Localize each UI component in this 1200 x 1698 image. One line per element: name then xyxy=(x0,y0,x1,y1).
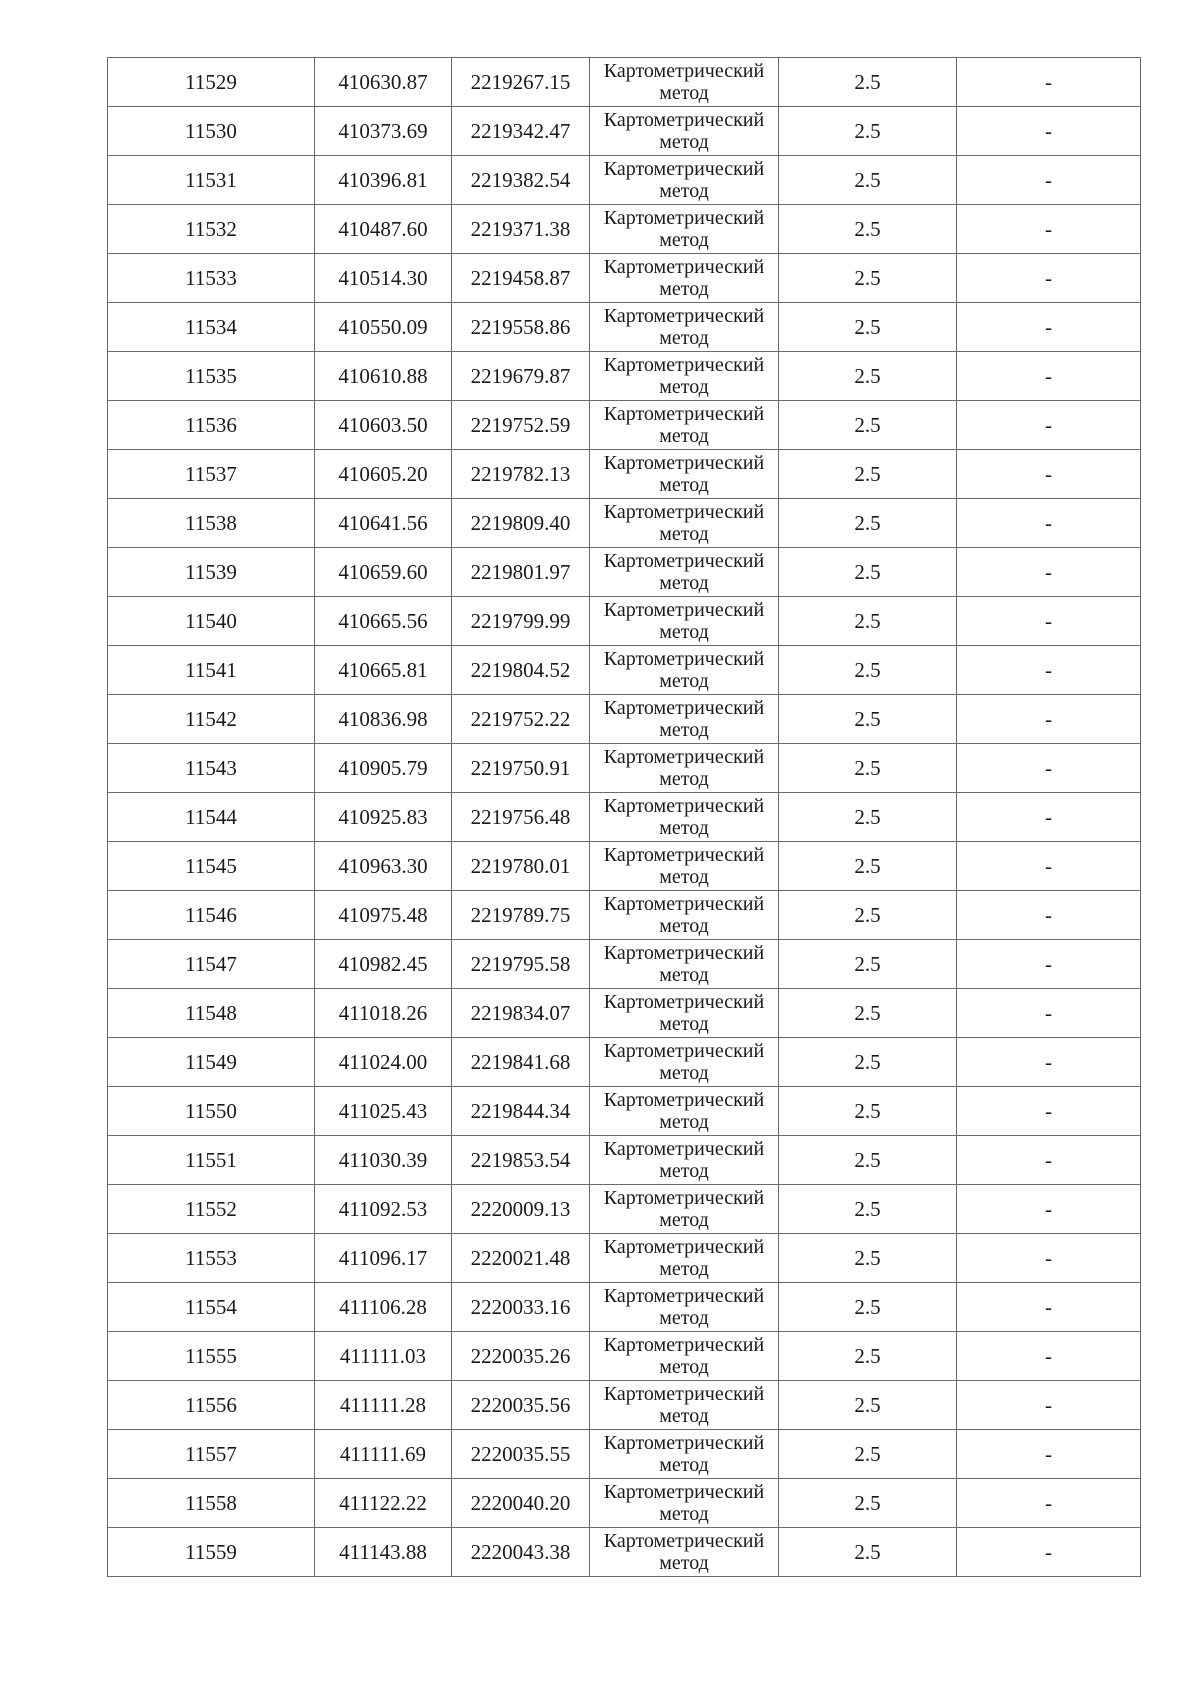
note-cell: - xyxy=(957,205,1141,254)
table-row xyxy=(108,1136,1141,1185)
note-cell: - xyxy=(957,1283,1141,1332)
accuracy-cell: 2.5 xyxy=(779,205,957,254)
method-cell xyxy=(590,842,779,891)
method-cell xyxy=(590,107,779,156)
x-coordinate-cell: 411111.03 xyxy=(315,1332,452,1381)
accuracy-cell: 2.5 xyxy=(779,989,957,1038)
point-number-cell: 11551 xyxy=(108,1136,315,1185)
y-coordinate-cell: 2219750.91 xyxy=(452,744,590,793)
table-row xyxy=(108,597,1141,646)
note-cell: - xyxy=(957,1528,1141,1577)
note-cell: - xyxy=(957,450,1141,499)
method-label-line2: метод xyxy=(659,1160,709,1182)
point-number-cell: 11530 xyxy=(108,107,315,156)
y-coordinate-cell: 2219804.52 xyxy=(452,646,590,695)
point-number-cell: 11558 xyxy=(108,1479,315,1528)
method-label-line1: Картометрический xyxy=(603,1089,765,1111)
table-row xyxy=(108,646,1141,695)
y-coordinate-cell: 2219756.48 xyxy=(452,793,590,842)
method-label-line1: Картометрический xyxy=(603,256,765,278)
note-cell: - xyxy=(957,1038,1141,1087)
accuracy-cell: 2.5 xyxy=(779,1283,957,1332)
accuracy-cell: 2.5 xyxy=(779,58,957,107)
y-coordinate-cell: 2219558.86 xyxy=(452,303,590,352)
x-coordinate-cell: 411111.69 xyxy=(315,1430,452,1479)
y-coordinate-cell: 2219841.68 xyxy=(452,1038,590,1087)
x-coordinate-cell: 410975.48 xyxy=(315,891,452,940)
x-coordinate-cell: 410630.87 xyxy=(315,58,452,107)
method-label-line2: метод xyxy=(659,1111,709,1133)
point-number-cell: 11536 xyxy=(108,401,315,450)
method-label-line2: метод xyxy=(659,1503,709,1525)
table-row xyxy=(108,499,1141,548)
note-cell: - xyxy=(957,1332,1141,1381)
method-label-line1: Картометрический xyxy=(603,354,765,376)
x-coordinate-cell: 410641.56 xyxy=(315,499,452,548)
method-label-line2: метод xyxy=(659,1258,709,1280)
method-label-line2: метод xyxy=(659,327,709,349)
accuracy-cell: 2.5 xyxy=(779,695,957,744)
note-cell: - xyxy=(957,891,1141,940)
x-coordinate-cell: 410963.30 xyxy=(315,842,452,891)
method-label-line2: метод xyxy=(659,1552,709,1574)
method-cell xyxy=(590,1136,779,1185)
note-cell: - xyxy=(957,352,1141,401)
y-coordinate-cell: 2219342.47 xyxy=(452,107,590,156)
point-number-cell: 11548 xyxy=(108,989,315,1038)
point-number-cell: 11531 xyxy=(108,156,315,205)
accuracy-cell: 2.5 xyxy=(779,401,957,450)
point-number-cell: 11547 xyxy=(108,940,315,989)
point-number-cell: 11535 xyxy=(108,352,315,401)
point-number-cell: 11543 xyxy=(108,744,315,793)
point-number-cell: 11552 xyxy=(108,1185,315,1234)
method-label-line1: Картометрический xyxy=(603,599,765,621)
y-coordinate-cell: 2219844.34 xyxy=(452,1087,590,1136)
x-coordinate-cell: 411096.17 xyxy=(315,1234,452,1283)
accuracy-cell: 2.5 xyxy=(779,891,957,940)
accuracy-cell: 2.5 xyxy=(779,597,957,646)
method-cell xyxy=(590,58,779,107)
x-coordinate-cell: 410603.50 xyxy=(315,401,452,450)
method-label-line1: Картометрический xyxy=(603,452,765,474)
note-cell: - xyxy=(957,842,1141,891)
note-cell: - xyxy=(957,303,1141,352)
method-label-line2: метод xyxy=(659,425,709,447)
y-coordinate-cell: 2220035.55 xyxy=(452,1430,590,1479)
y-coordinate-cell: 2220035.26 xyxy=(452,1332,590,1381)
note-cell: - xyxy=(957,1479,1141,1528)
table-row xyxy=(108,205,1141,254)
method-label-line2: метод xyxy=(659,768,709,790)
note-cell: - xyxy=(957,401,1141,450)
y-coordinate-cell: 2219382.54 xyxy=(452,156,590,205)
x-coordinate-cell: 411106.28 xyxy=(315,1283,452,1332)
accuracy-cell: 2.5 xyxy=(779,1430,957,1479)
table-row xyxy=(108,1185,1141,1234)
table-row xyxy=(108,1087,1141,1136)
method-cell xyxy=(590,940,779,989)
coordinates-table xyxy=(107,57,1141,1577)
y-coordinate-cell: 2220009.13 xyxy=(452,1185,590,1234)
x-coordinate-cell: 410514.30 xyxy=(315,254,452,303)
point-number-cell: 11533 xyxy=(108,254,315,303)
method-label-line2: метод xyxy=(659,229,709,251)
table-row xyxy=(108,1038,1141,1087)
accuracy-cell: 2.5 xyxy=(779,352,957,401)
accuracy-cell: 2.5 xyxy=(779,499,957,548)
table-row xyxy=(108,989,1141,1038)
note-cell: - xyxy=(957,989,1141,1038)
method-label-line1: Картометрический xyxy=(603,1138,765,1160)
accuracy-cell: 2.5 xyxy=(779,1038,957,1087)
note-cell: - xyxy=(957,1381,1141,1430)
method-label-line1: Картометрический xyxy=(603,648,765,670)
point-number-cell: 11546 xyxy=(108,891,315,940)
accuracy-cell: 2.5 xyxy=(779,1234,957,1283)
y-coordinate-cell: 2220043.38 xyxy=(452,1528,590,1577)
method-label-line2: метод xyxy=(659,572,709,594)
y-coordinate-cell: 2219789.75 xyxy=(452,891,590,940)
accuracy-cell: 2.5 xyxy=(779,1381,957,1430)
point-number-cell: 11538 xyxy=(108,499,315,548)
method-label-line2: метод xyxy=(659,82,709,104)
method-cell xyxy=(590,744,779,793)
method-label-line1: Картометрический xyxy=(603,1481,765,1503)
y-coordinate-cell: 2219799.99 xyxy=(452,597,590,646)
y-coordinate-cell: 2219371.38 xyxy=(452,205,590,254)
method-cell xyxy=(590,989,779,1038)
method-label-line1: Картометрический xyxy=(603,1187,765,1209)
method-cell xyxy=(590,450,779,499)
method-cell xyxy=(590,499,779,548)
point-number-cell: 11557 xyxy=(108,1430,315,1479)
method-cell xyxy=(590,303,779,352)
method-cell xyxy=(590,1283,779,1332)
x-coordinate-cell: 411018.26 xyxy=(315,989,452,1038)
table-row xyxy=(108,891,1141,940)
note-cell: - xyxy=(957,107,1141,156)
table-row xyxy=(108,156,1141,205)
point-number-cell: 11553 xyxy=(108,1234,315,1283)
table-row xyxy=(108,1528,1141,1577)
method-label-line2: метод xyxy=(659,670,709,692)
method-label-line2: метод xyxy=(659,131,709,153)
method-cell xyxy=(590,205,779,254)
accuracy-cell: 2.5 xyxy=(779,1332,957,1381)
method-label-line1: Картометрический xyxy=(603,1285,765,1307)
method-cell xyxy=(590,1234,779,1283)
y-coordinate-cell: 2219834.07 xyxy=(452,989,590,1038)
note-cell: - xyxy=(957,58,1141,107)
method-cell xyxy=(590,1185,779,1234)
accuracy-cell: 2.5 xyxy=(779,940,957,989)
coordinates-table-body xyxy=(108,58,1141,1577)
note-cell: - xyxy=(957,646,1141,695)
note-cell: - xyxy=(957,744,1141,793)
method-cell xyxy=(590,156,779,205)
y-coordinate-cell: 2219267.15 xyxy=(452,58,590,107)
method-cell xyxy=(590,1430,779,1479)
y-coordinate-cell: 2219809.40 xyxy=(452,499,590,548)
accuracy-cell: 2.5 xyxy=(779,254,957,303)
x-coordinate-cell: 410665.81 xyxy=(315,646,452,695)
method-label-line1: Картометрический xyxy=(603,795,765,817)
accuracy-cell: 2.5 xyxy=(779,1528,957,1577)
method-label-line1: Картометрический xyxy=(603,1432,765,1454)
accuracy-cell: 2.5 xyxy=(779,450,957,499)
point-number-cell: 11550 xyxy=(108,1087,315,1136)
note-cell: - xyxy=(957,1234,1141,1283)
accuracy-cell: 2.5 xyxy=(779,107,957,156)
table-row xyxy=(108,254,1141,303)
method-label-line2: метод xyxy=(659,376,709,398)
method-cell xyxy=(590,1381,779,1430)
table-row xyxy=(108,548,1141,597)
y-coordinate-cell: 2219801.97 xyxy=(452,548,590,597)
method-label-line1: Картометрический xyxy=(603,1530,765,1552)
x-coordinate-cell: 411024.00 xyxy=(315,1038,452,1087)
note-cell: - xyxy=(957,156,1141,205)
table-row xyxy=(108,352,1141,401)
method-label-line2: метод xyxy=(659,1307,709,1329)
accuracy-cell: 2.5 xyxy=(779,646,957,695)
point-number-cell: 11549 xyxy=(108,1038,315,1087)
x-coordinate-cell: 410982.45 xyxy=(315,940,452,989)
point-number-cell: 11529 xyxy=(108,58,315,107)
method-label-line1: Картометрический xyxy=(603,403,765,425)
method-label-line1: Картометрический xyxy=(603,60,765,82)
point-number-cell: 11559 xyxy=(108,1528,315,1577)
table-row xyxy=(108,303,1141,352)
x-coordinate-cell: 410659.60 xyxy=(315,548,452,597)
method-label-line2: метод xyxy=(659,719,709,741)
method-label-line2: метод xyxy=(659,1454,709,1476)
note-cell: - xyxy=(957,548,1141,597)
y-coordinate-cell: 2220033.16 xyxy=(452,1283,590,1332)
note-cell: - xyxy=(957,940,1141,989)
method-cell xyxy=(590,695,779,744)
point-number-cell: 11541 xyxy=(108,646,315,695)
method-label-line1: Картометрический xyxy=(603,109,765,131)
point-number-cell: 11542 xyxy=(108,695,315,744)
x-coordinate-cell: 411122.22 xyxy=(315,1479,452,1528)
y-coordinate-cell: 2219780.01 xyxy=(452,842,590,891)
method-label-line2: метод xyxy=(659,621,709,643)
method-label-line2: метод xyxy=(659,278,709,300)
point-number-cell: 11532 xyxy=(108,205,315,254)
table-row xyxy=(108,695,1141,744)
accuracy-cell: 2.5 xyxy=(779,156,957,205)
x-coordinate-cell: 411111.28 xyxy=(315,1381,452,1430)
point-number-cell: 11540 xyxy=(108,597,315,646)
x-coordinate-cell: 411025.43 xyxy=(315,1087,452,1136)
note-cell: - xyxy=(957,1087,1141,1136)
y-coordinate-cell: 2219782.13 xyxy=(452,450,590,499)
x-coordinate-cell: 410905.79 xyxy=(315,744,452,793)
note-cell: - xyxy=(957,695,1141,744)
note-cell: - xyxy=(957,597,1141,646)
y-coordinate-cell: 2219458.87 xyxy=(452,254,590,303)
y-coordinate-cell: 2219752.59 xyxy=(452,401,590,450)
table-row xyxy=(108,744,1141,793)
point-number-cell: 11534 xyxy=(108,303,315,352)
accuracy-cell: 2.5 xyxy=(779,1185,957,1234)
method-label-line2: метод xyxy=(659,474,709,496)
x-coordinate-cell: 410605.20 xyxy=(315,450,452,499)
method-label-line2: метод xyxy=(659,523,709,545)
table-row xyxy=(108,1381,1141,1430)
method-label-line2: метод xyxy=(659,964,709,986)
note-cell: - xyxy=(957,1430,1141,1479)
method-label-line1: Картометрический xyxy=(603,501,765,523)
table-row xyxy=(108,1283,1141,1332)
note-cell: - xyxy=(957,1185,1141,1234)
x-coordinate-cell: 411092.53 xyxy=(315,1185,452,1234)
y-coordinate-cell: 2219795.58 xyxy=(452,940,590,989)
point-number-cell: 11554 xyxy=(108,1283,315,1332)
method-label-line1: Картометрический xyxy=(603,893,765,915)
table-row xyxy=(108,450,1141,499)
method-label-line2: метод xyxy=(659,915,709,937)
table-row xyxy=(108,842,1141,891)
method-label-line2: метод xyxy=(659,817,709,839)
method-label-line1: Картометрический xyxy=(603,746,765,768)
method-label-line1: Картометрический xyxy=(603,942,765,964)
y-coordinate-cell: 2220021.48 xyxy=(452,1234,590,1283)
x-coordinate-cell: 410836.98 xyxy=(315,695,452,744)
accuracy-cell: 2.5 xyxy=(779,548,957,597)
point-number-cell: 11537 xyxy=(108,450,315,499)
method-label-line2: метод xyxy=(659,180,709,202)
table-row xyxy=(108,793,1141,842)
table-row xyxy=(108,1234,1141,1283)
method-label-line2: метод xyxy=(659,1062,709,1084)
accuracy-cell: 2.5 xyxy=(779,744,957,793)
method-cell xyxy=(590,401,779,450)
x-coordinate-cell: 410665.56 xyxy=(315,597,452,646)
point-number-cell: 11539 xyxy=(108,548,315,597)
x-coordinate-cell: 410550.09 xyxy=(315,303,452,352)
note-cell: - xyxy=(957,1136,1141,1185)
point-number-cell: 11545 xyxy=(108,842,315,891)
accuracy-cell: 2.5 xyxy=(779,303,957,352)
method-cell xyxy=(590,352,779,401)
method-label-line1: Картометрический xyxy=(603,1383,765,1405)
method-cell xyxy=(590,1332,779,1381)
table-row xyxy=(108,1332,1141,1381)
y-coordinate-cell: 2219752.22 xyxy=(452,695,590,744)
method-cell xyxy=(590,1087,779,1136)
y-coordinate-cell: 2219853.54 xyxy=(452,1136,590,1185)
accuracy-cell: 2.5 xyxy=(779,1087,957,1136)
x-coordinate-cell: 410396.81 xyxy=(315,156,452,205)
method-label-line2: метод xyxy=(659,1013,709,1035)
y-coordinate-cell: 2220035.56 xyxy=(452,1381,590,1430)
method-cell xyxy=(590,1038,779,1087)
accuracy-cell: 2.5 xyxy=(779,1136,957,1185)
method-cell xyxy=(590,1528,779,1577)
table-row xyxy=(108,1430,1141,1479)
method-cell xyxy=(590,891,779,940)
table-row xyxy=(108,401,1141,450)
x-coordinate-cell: 411143.88 xyxy=(315,1528,452,1577)
note-cell: - xyxy=(957,254,1141,303)
method-label-line2: метод xyxy=(659,1405,709,1427)
accuracy-cell: 2.5 xyxy=(779,793,957,842)
method-label-line1: Картометрический xyxy=(603,697,765,719)
x-coordinate-cell: 410487.60 xyxy=(315,205,452,254)
note-cell: - xyxy=(957,499,1141,548)
note-cell: - xyxy=(957,793,1141,842)
method-label-line1: Картометрический xyxy=(603,1040,765,1062)
method-label-line2: метод xyxy=(659,1356,709,1378)
method-label-line1: Картометрический xyxy=(603,1236,765,1258)
accuracy-cell: 2.5 xyxy=(779,842,957,891)
point-number-cell: 11556 xyxy=(108,1381,315,1430)
accuracy-cell: 2.5 xyxy=(779,1479,957,1528)
method-label-line2: метод xyxy=(659,1209,709,1231)
table-row xyxy=(108,58,1141,107)
point-number-cell: 11555 xyxy=(108,1332,315,1381)
method-label-line1: Картометрический xyxy=(603,844,765,866)
method-label-line1: Картометрический xyxy=(603,991,765,1013)
table-row xyxy=(108,107,1141,156)
method-cell xyxy=(590,548,779,597)
method-label-line1: Картометрический xyxy=(603,550,765,572)
method-cell xyxy=(590,646,779,695)
y-coordinate-cell: 2220040.20 xyxy=(452,1479,590,1528)
method-label-line1: Картометрический xyxy=(603,158,765,180)
method-label-line1: Картометрический xyxy=(603,305,765,327)
point-number-cell: 11544 xyxy=(108,793,315,842)
table-row xyxy=(108,1479,1141,1528)
method-label-line1: Картометрический xyxy=(603,207,765,229)
method-label-line2: метод xyxy=(659,866,709,888)
y-coordinate-cell: 2219679.87 xyxy=(452,352,590,401)
method-cell xyxy=(590,597,779,646)
x-coordinate-cell: 410373.69 xyxy=(315,107,452,156)
table-row xyxy=(108,940,1141,989)
x-coordinate-cell: 410610.88 xyxy=(315,352,452,401)
x-coordinate-cell: 411030.39 xyxy=(315,1136,452,1185)
method-cell xyxy=(590,1479,779,1528)
method-cell xyxy=(590,793,779,842)
method-label-line1: Картометрический xyxy=(603,1334,765,1356)
x-coordinate-cell: 410925.83 xyxy=(315,793,452,842)
method-cell xyxy=(590,254,779,303)
